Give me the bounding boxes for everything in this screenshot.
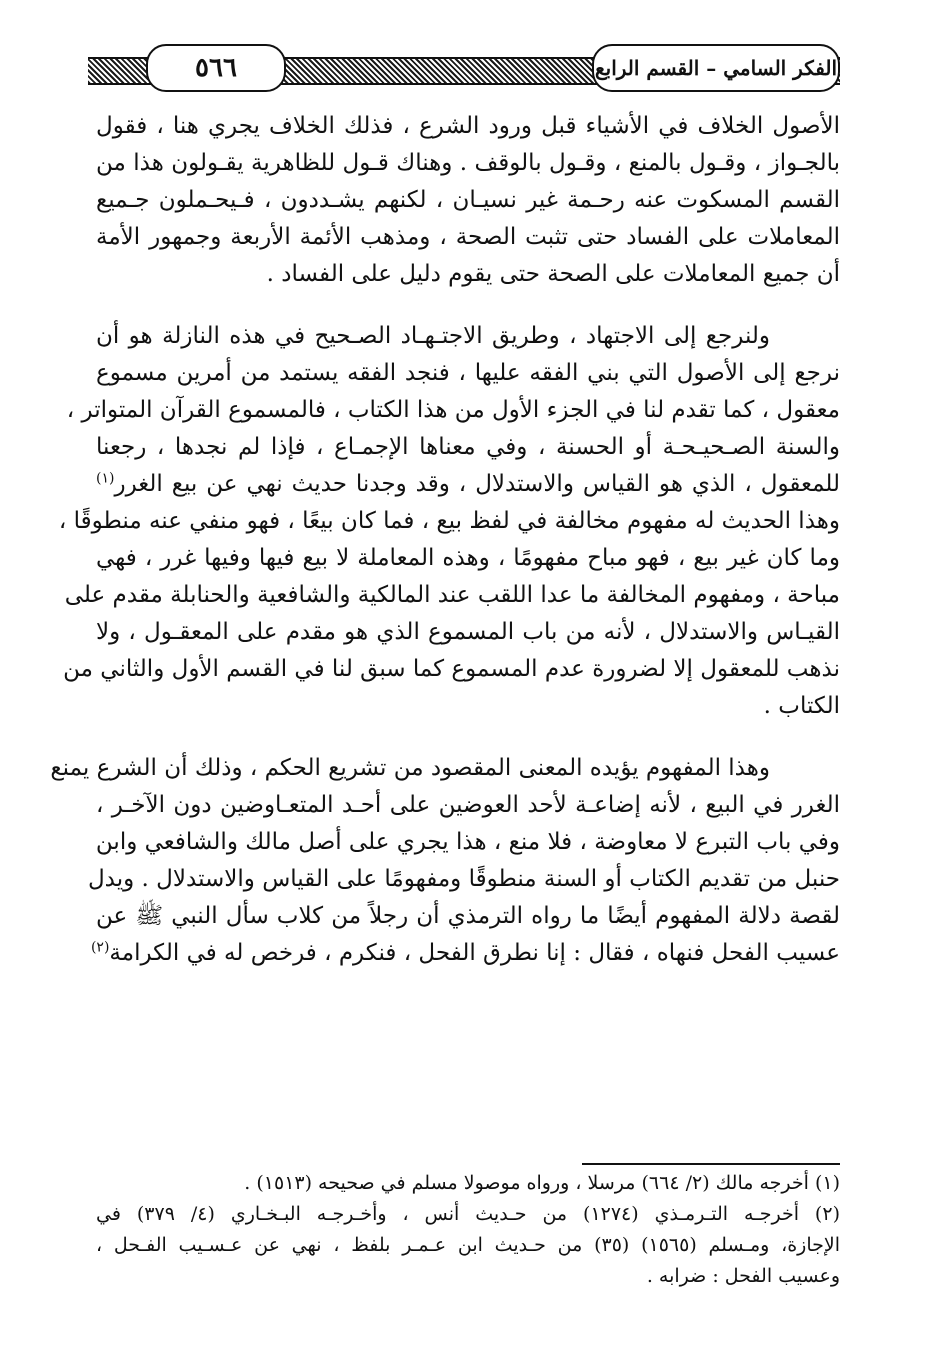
text-line: والسنة الصـحيـحـة أو الحسنة ، وفي معناها الإجمـاع ، فإذا لم نجدها ، رجعنا — [96, 434, 840, 460]
book-title: الفكر السامي – القسم الرابع — [592, 44, 840, 92]
footnote-2-line: وعسيب الفحل : ضرابه . — [646, 1265, 840, 1287]
paragraph-1 — [96, 108, 840, 293]
text-line: وما كان غير بيع ، فهو مباح مفهومًا ، وهذه المعاملة لا بيع فيها وفيها غرر ، فهي — [96, 545, 840, 571]
text-line-with-footnote — [96, 466, 840, 503]
text-line: أن جميع المعاملات على الصحة حتى يقوم دليل على الفساد . — [266, 261, 840, 287]
text-line: معقول ، كما تقدم لنا في الجزء الأول من هذا الكتاب ، فالمسموع القرآن المتواتر ، — [66, 397, 840, 423]
text-line: نرجع إلى الأصول التي بني الفقه عليها ، فنجد الفقه يستمد من أمرين مسموع — [96, 360, 840, 386]
text-line: وفي باب التبرع لا معاوضة ، فلا منع ، هذا يجري على أصل مالك والشافعي وابن — [95, 829, 840, 855]
main-text — [50, 108, 840, 972]
text-line-with-footnote — [90, 935, 840, 972]
page-number: ٥٦٦ — [146, 44, 286, 92]
text-line: المعاملات على الفساد حتى تثبت الصحة ، ومذهب الأئمة الأربعة وجمهور الأمة — [96, 224, 840, 250]
text-line: بالجـواز ، وقـول بالمنع ، وقـول بالوقف . وهناك قـول للظاهرية يقـولون هذا من — [96, 150, 840, 176]
text-line: وهذا الحديث له مفهوم مخالفة في لفظ بيع ، فما كان بيعًا ، فهو منفي عنه منطوقًا ، — [58, 508, 840, 534]
footnote-2-line: (٢) أخرجـه التـرمـذي (١٢٧٤) من حـديث أنس ، وأخـرجـه البـخـاري (٤/ ٣٧٩) في — [96, 1203, 840, 1225]
text-line-content: عسيب الفحل فنهاه ، فقال : إنا نطرق الفحل ، فنكرم ، فرخص له في الكرامة — [109, 940, 840, 966]
text-line: لقصة دلالة المفهوم أيضًا ما رواه الترمذي أن رجلاً من كلاب سأل النبي ﷺ عن — [96, 903, 840, 929]
footnote-2-line: الإجازة، ومـسلم (١٥٦٥) (٣٥) من حـديث ابن عـمـر بلفظ ، نهي عن عـسـيب الفـحل ، — [96, 1234, 840, 1256]
text-line: نذهب للمعقول إلا لضرورة عدم المسموع كما سبق لنا في القسم الأول والثاني من — [63, 656, 840, 682]
text-line: القيـاس والاستدلال ، لأنه من باب المسموع الذي هو مقدم على المعقـول ، ولا — [96, 619, 840, 645]
paragraph-2 — [58, 318, 840, 725]
text-line: الغرر في البيع ، لأنه إضاعـة لأحد العوضين على أحـد المتعـاوضين دون الآخـر ، — [96, 792, 840, 818]
text-line: حنبل من تقديم الكتاب أو السنة منطوقًا ومفهومًا على القياس والاستدلال . ويدل — [87, 866, 840, 892]
text-line: القسم المسكوت عنه رحـمة غير نسيـان ، لكنهم يشـددون ، فـيحـملون جـميع — [96, 187, 840, 213]
text-line: الكتاب . — [763, 693, 840, 719]
text-line: ولنرجع إلى الاجتهاد ، وطريق الاجتـهـاد الصـحيح في هذه النازلة هو أن — [96, 323, 770, 349]
footnote-marker-1: (١) — [96, 470, 115, 487]
text-line: الأصول الخلاف في الأشياء قبل ورود الشرع ، فذلك الخلاف يجري هنا ، فقول — [96, 113, 840, 139]
footnote-marker-2: (٢) — [90, 939, 110, 956]
text-line: مباحة ، ومفهوم المخالفة ما عدا اللقب عند المالكية والشافعية والحنابلة مقدم على — [64, 582, 840, 608]
page-header — [88, 44, 840, 96]
text-line-content: للمعقول ، الذي هو القياس والاستدلال ، وقد وجدنا حديث نهي عن بيع الغرر — [114, 471, 840, 497]
text-line: وهذا المفهوم يؤيده المعنى المقصود من تشريع الحكم ، وذلك أن الشرع يمنع — [50, 755, 770, 781]
paragraph-3 — [50, 750, 840, 972]
footnote-separator — [582, 1163, 840, 1165]
footnotes — [96, 1168, 840, 1292]
footnote-1: (١) أخرجه مالك (٢/ ٦٦٤) مرسلا ، ورواه موصولا مسلم في صحيحه (١٥١٣) . — [244, 1172, 840, 1194]
